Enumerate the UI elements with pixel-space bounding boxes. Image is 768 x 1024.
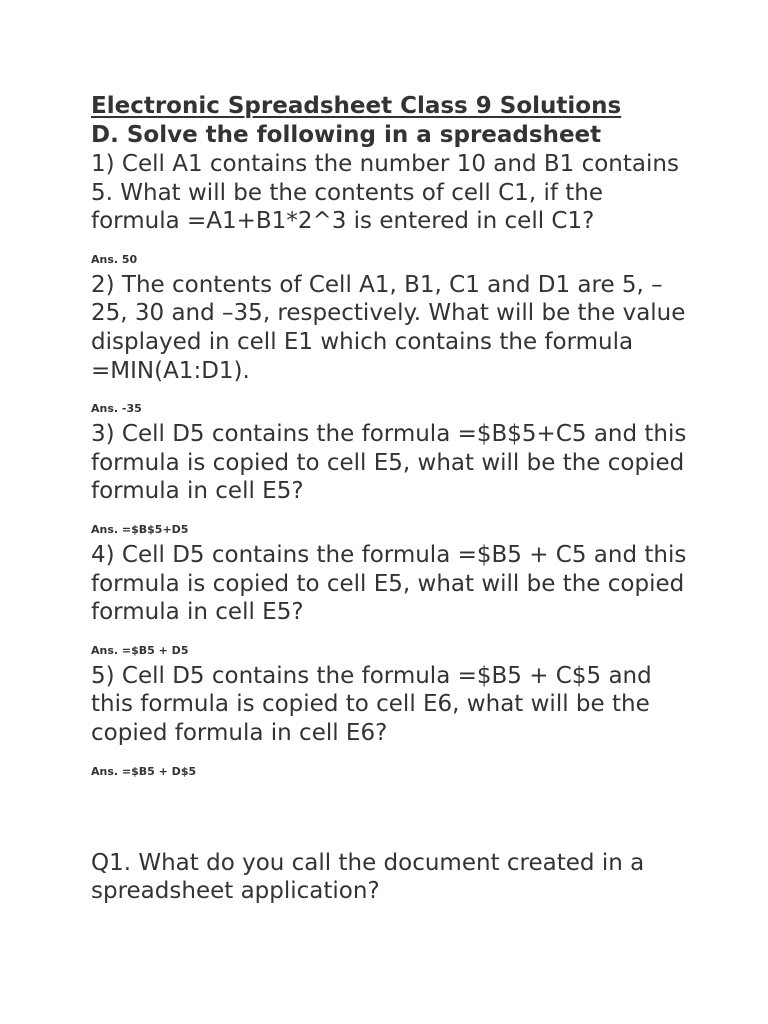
question-5: 5) Cell D5 contains the formula =$B5 + C$5 and this formula is copied to cell E6, what will be the copied formula in cell E6? [91, 662, 652, 746]
question-1: 1) Cell A1 contains the number 10 and B1 contains 5. What will be the contents of cell C1, if the formula =A1+B1*2^3 is entered in cell C1? [91, 151, 679, 235]
answer-4: Ans. =$B5 + D5 [91, 643, 189, 657]
document-title: Electronic Spreadsheet Class 9 Solutions [91, 93, 622, 119]
answer-3: Ans. =$B$5+D5 [91, 522, 189, 536]
question-q1: Q1. What do you call the document created in a spreadsheet application? [91, 849, 645, 905]
section-heading: D. Solve the following in a spreadsheet [91, 122, 602, 148]
question-3: 3) Cell D5 contains the formula =$B$5+C5 and this formula is copied to cell E5, what will be the copied formula in cell E5? [91, 421, 687, 505]
section-spacer [91, 783, 691, 849]
answer-1: Ans. 50 [91, 252, 138, 266]
answer-2: Ans. -35 [91, 402, 142, 416]
answer-5: Ans. =$B5 + D$5 [91, 764, 197, 778]
question-2: 2) The contents of Cell A1, B1, C1 and D1 are 5, –25, 30 and –35, respectively. What will be the value displayed in cell E1 which contains the formula =MIN(A1:D1). [91, 271, 686, 384]
question-4: 4) Cell D5 contains the formula =$B5 + C5 and this formula is copied to cell E5, what will be the copied formula in cell E5? [91, 541, 687, 626]
document-page [91, 92, 691, 906]
